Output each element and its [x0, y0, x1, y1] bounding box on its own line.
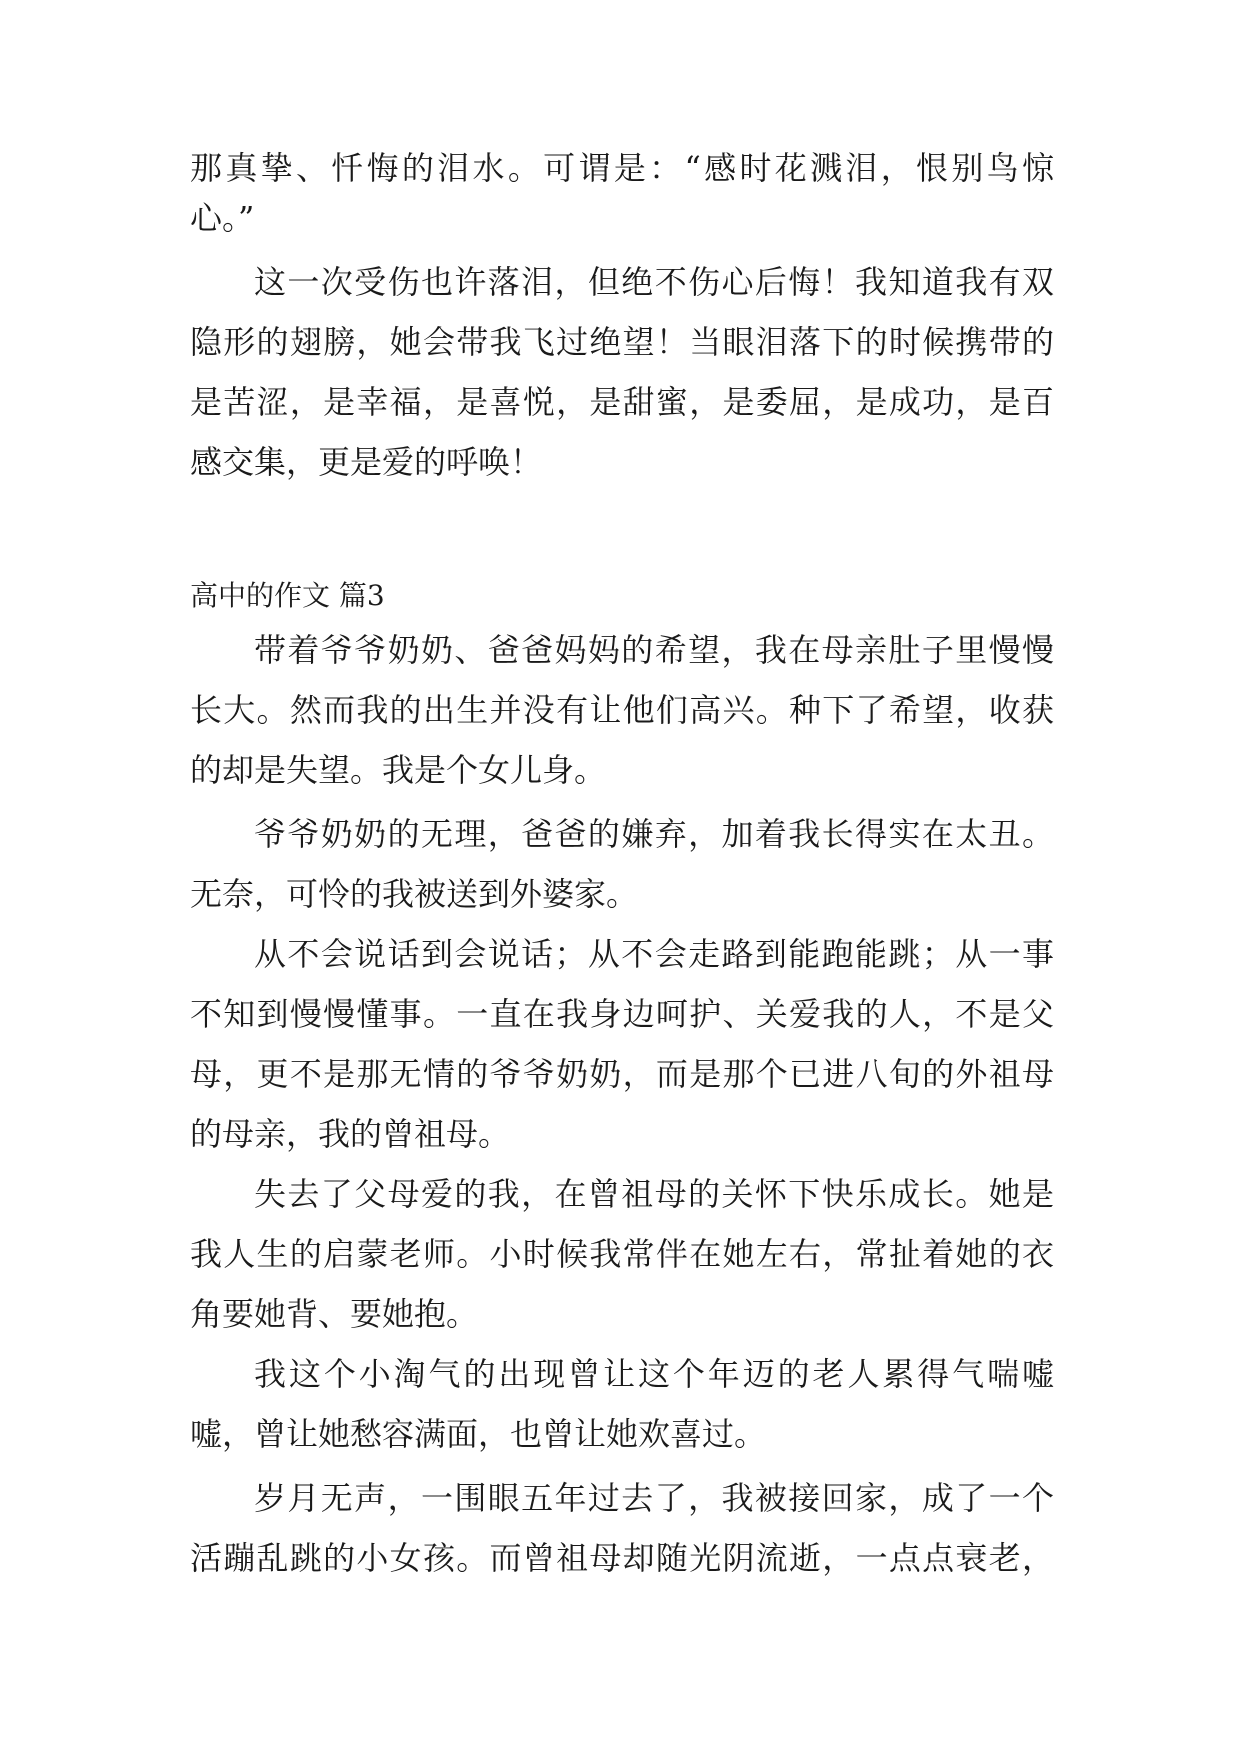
text-line: 隐形的翅膀，她会带我飞过绝望！当眼泪落下的时候携带的	[190, 323, 1054, 361]
text-line: 岁月无声，一围眼五年过去了，我被接回家，成了一个	[254, 1479, 1054, 1517]
text-line: 失去了父母爱的我，在曾祖母的关怀下快乐成长。她是	[254, 1175, 1054, 1213]
text-line: 活蹦乱跳的小女孩。而曾祖母却随光阴流逝，一点点衰老，	[190, 1539, 1054, 1577]
text-line: 我人生的启蒙老师。小时候我常伴在她左右，常扯着她的衣	[190, 1235, 1054, 1273]
text-line: 那真挚、忏悔的泪水。可谓是：“感时花溅泪，恨别鸟惊	[190, 149, 1054, 187]
section-heading: 高中的作文 篇3	[190, 579, 385, 612]
text-line: 爷爷奶奶的无理，爸爸的嫌弃，加着我长得实在太丑。	[254, 815, 1054, 853]
text-line: 的母亲，我的曾祖母。	[190, 1115, 511, 1153]
text-line: 感交集，更是爱的呼唤！	[190, 443, 543, 481]
text-line: 心。”	[190, 199, 255, 237]
text-line: 带着爷爷奶奶、爸爸妈妈的希望，我在母亲肚子里慢慢	[254, 631, 1054, 669]
text-line: 角要她背、要她抱。	[190, 1295, 479, 1333]
text-line: 母，更不是那无情的爷爷奶奶，而是那个已进八旬的外祖母	[190, 1055, 1054, 1093]
text-line: 的却是失望。我是个女儿身。	[190, 751, 607, 789]
text-line: 这一次受伤也许落泪，但绝不伤心后悔！我知道我有双	[254, 263, 1054, 301]
text-line: 从不会说话到会说话；从不会走路到能跑能跳；从一事	[254, 935, 1054, 973]
text-line: 无奈，可怜的我被送到外婆家。	[190, 875, 639, 913]
text-line: 长大。然而我的出生并没有让他们高兴。种下了希望，收获	[190, 691, 1054, 729]
text-line: 是苦涩，是幸福，是喜悦，是甜蜜，是委屈，是成功，是百	[190, 383, 1054, 421]
text-line: 嘘，曾让她愁容满面，也曾让她欢喜过。	[190, 1415, 767, 1453]
text-line: 不知到慢慢懂事。一直在我身边呵护、关爱我的人，不是父	[190, 995, 1054, 1033]
text-line: 我这个小淘气的出现曾让这个年迈的老人累得气喘嘘	[254, 1355, 1054, 1393]
